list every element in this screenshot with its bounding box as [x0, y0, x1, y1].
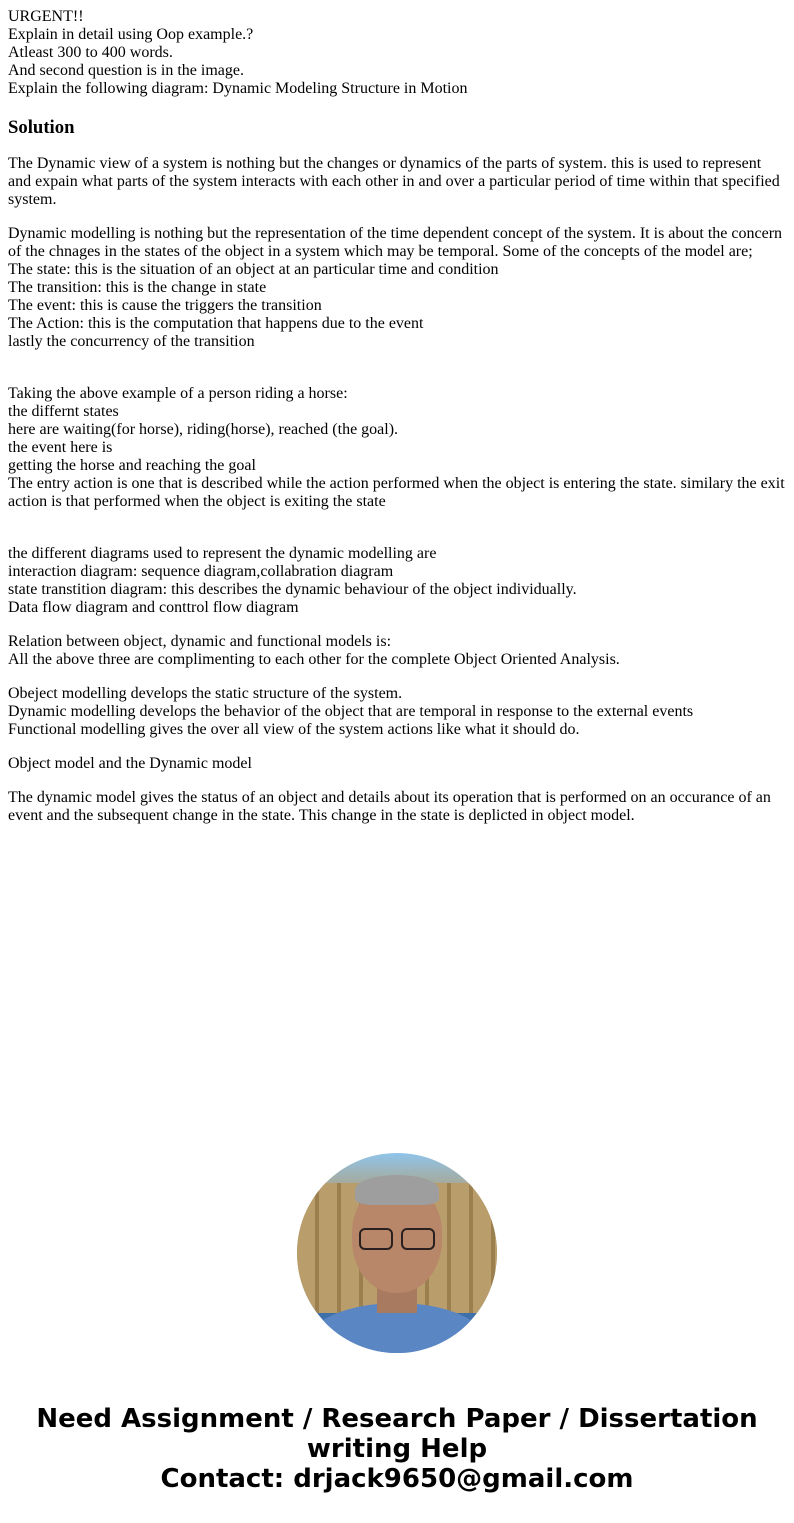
question-line: URGENT!! — [8, 8, 84, 25]
footer-contact: Contact: drjack9650@gmail.com — [160, 1464, 634, 1494]
footer-line: writing Help — [306, 1434, 488, 1464]
text-line: Relation between object, dynamic and functional models is: — [8, 633, 392, 650]
paragraph-dynamic-model: The dynamic model gives the status of an object and details about its operation that is performed on an occurance of an event and the subsequent change in the state. This change in the state is deplicted in object model. — [8, 789, 771, 824]
question-text — [8, 8, 786, 98]
text-line: The state: this is the situation of an object at an particular time and condition — [8, 261, 499, 278]
paragraph-horse-example — [8, 385, 786, 511]
paragraph-relation — [8, 633, 786, 669]
text-line: Functional modelling gives the over all view of the system actions like what it should do. — [8, 721, 580, 738]
text-line: Taking the above example of a person riding a horse: — [8, 385, 348, 402]
text-line: getting the horse and reaching the goal — [8, 457, 256, 474]
paragraph-object-dynamic-title: Object model and the Dynamic model — [8, 755, 252, 772]
paragraph-dynamic-view: The Dynamic view of a system is nothing but the changes or dynamics of the parts of system. this is used to represent and expain what parts of the system interacts with each other in and over a particular period of time within that specified system. — [8, 155, 780, 208]
footer-line: Need Assignment / Research Paper / Dissertation — [36, 1404, 758, 1434]
text-line: The entry action is one that is described while the action performed when the object is entering the state. similary the exit action is that performed when the object is exiting the state — [8, 475, 785, 510]
text-line: state transtition diagram: this describes the dynamic behaviour of the object individually. — [8, 581, 577, 598]
text-line: interaction diagram: sequence diagram,collabration diagram — [8, 563, 394, 580]
paragraph-diagrams — [8, 545, 786, 617]
text-line: here are waiting(for horse), riding(horse), reached (the goal). — [8, 421, 399, 438]
paragraph-dynamic-modelling — [8, 225, 786, 351]
text-line: The event: this is cause the triggers the transition — [8, 297, 322, 314]
text-line: Obeject modelling develops the static structure of the system. — [8, 685, 403, 702]
question-line: And second question is in the image. — [8, 62, 244, 79]
question-line: Explain in detail using Oop example.? — [8, 26, 254, 43]
text-line: The Action: this is the computation that happens due to the event — [8, 315, 424, 332]
solution-heading: Solution — [8, 117, 75, 138]
text-line: the differnt states — [8, 403, 119, 420]
text-line: the different diagrams used to represent the dynamic modelling are — [8, 545, 437, 562]
text-line: the event here is — [8, 439, 113, 456]
question-line: Atleast 300 to 400 words. — [8, 44, 173, 61]
paragraph-models — [8, 685, 786, 739]
text-line: Dynamic modelling develops the behavior of the object that are temporal in response to the external events — [8, 703, 694, 720]
text-line: Dynamic modelling is nothing but the representation of the time dependent concept of the system. It is about the concern of the chnages in the states of the object in a system which may be temporal. Some of the concepts of the model are; — [8, 225, 783, 260]
text-line: All the above three are complimenting to each other for the complete Object Oriented Analysis. — [8, 651, 620, 668]
question-line: Explain the following diagram: Dynamic Modeling Structure in Motion — [8, 80, 468, 97]
text-line: Data flow diagram and conttrol flow diagram — [8, 599, 299, 616]
author-avatar — [297, 1153, 497, 1353]
contact-footer — [0, 1404, 794, 1494]
text-line: The transition: this is the change in state — [8, 279, 267, 296]
text-line: lastly the concurrency of the transition — [8, 333, 255, 350]
